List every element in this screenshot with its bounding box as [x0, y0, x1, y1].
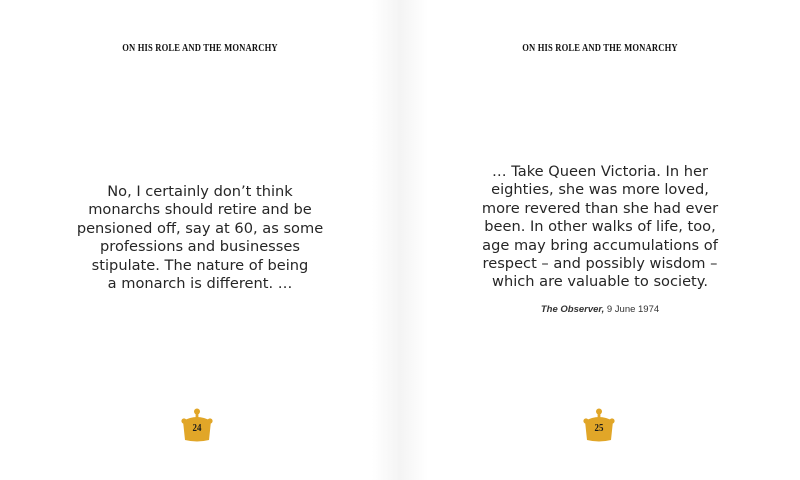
- quote-line: which are valuable to society.: [492, 273, 708, 291]
- quote-line: No, I certainly don’t think: [107, 183, 293, 200]
- quote-line: monarchs should retire and be: [88, 201, 312, 219]
- page-number-badge: [180, 407, 214, 443]
- quote-line: been. In other walks of life, too,: [484, 218, 716, 236]
- source-date: 9 June 1974: [604, 304, 660, 315]
- quote-line: more revered than she had ever: [481, 199, 719, 217]
- right-page: [400, 0, 800, 480]
- quote-line: professions and businesses: [100, 238, 300, 256]
- quote-source: [400, 304, 800, 315]
- page-number-badge: [582, 407, 616, 443]
- source-publication: The Observer,: [540, 304, 605, 315]
- running-head: ON HIS ROLE AND THE MONARCHY: [522, 42, 678, 54]
- quote-text: [0, 183, 400, 293]
- quote-line: age may bring accumulations of: [482, 236, 718, 254]
- quote-text: [400, 163, 800, 292]
- quote-line: a monarch is different. …: [107, 275, 293, 293]
- page-number: 24: [192, 423, 202, 434]
- page-number: 25: [594, 423, 604, 434]
- quote-line: … Take Queen Victoria. In her: [492, 163, 708, 180]
- running-head: ON HIS ROLE AND THE MONARCHY: [122, 42, 278, 54]
- quote-line: pensioned off, say at 60, as some: [76, 219, 324, 237]
- quote-line: stipulate. The nature of being: [91, 256, 309, 274]
- quote-line: respect – and possibly wisdom –: [482, 255, 718, 273]
- quote-line: eighties, she was more loved,: [491, 181, 709, 199]
